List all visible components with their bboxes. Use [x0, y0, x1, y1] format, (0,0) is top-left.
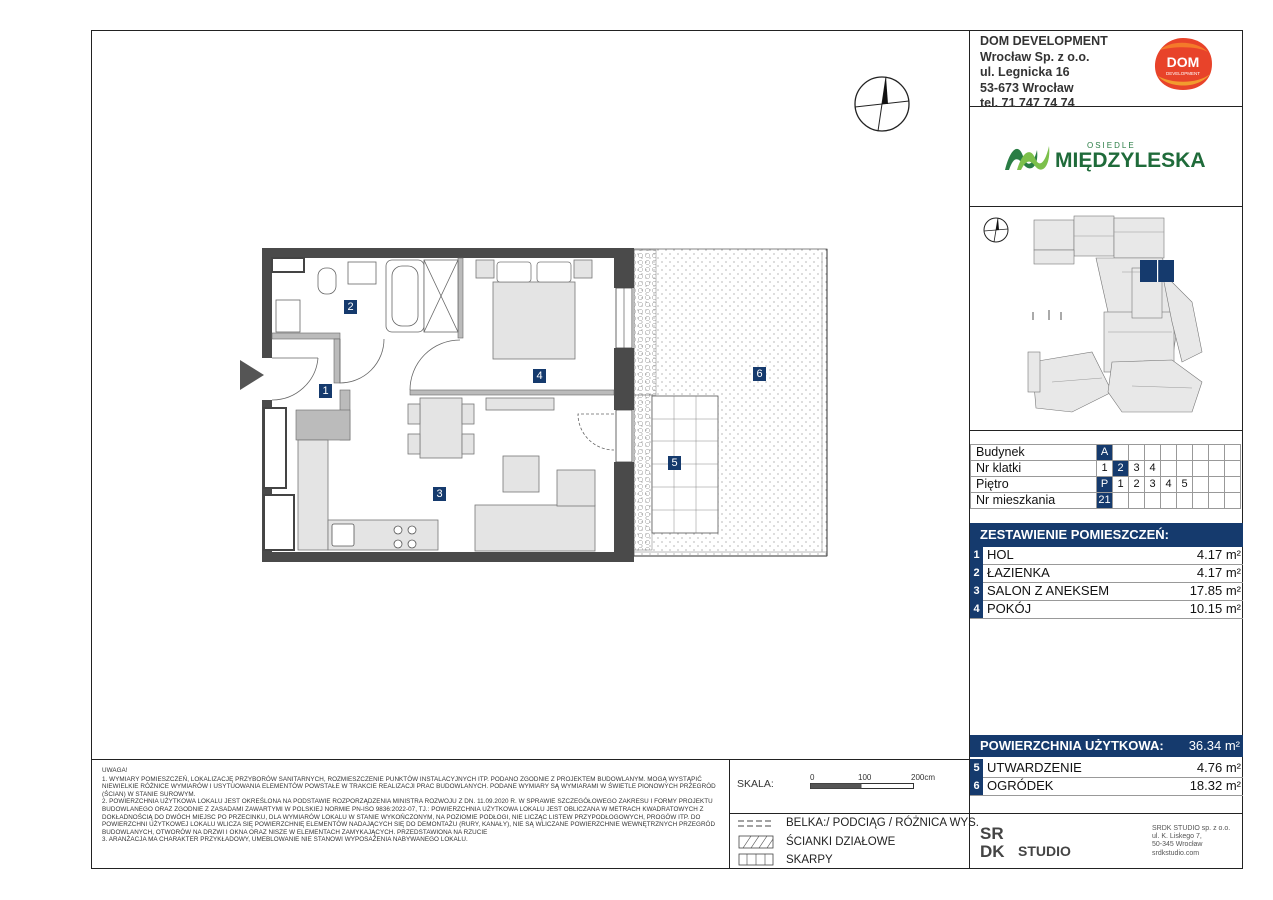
info-cell [1193, 493, 1209, 509]
room-number: 2 [970, 564, 983, 582]
info-cell: 4 [1145, 461, 1161, 477]
info-row-label: Piętro [971, 477, 1097, 493]
info-cell: 3 [1129, 461, 1145, 477]
info-row [971, 461, 1241, 477]
room-area: 10.15 m² [1189, 601, 1241, 616]
notes-title: UWAGA! [102, 767, 128, 774]
legend-beam: BELKA:/ PODCIĄG / RÓŻNICA WYS. [786, 817, 979, 829]
plan-label-4: 4 [533, 369, 546, 383]
osiedle-miedzyleska-logo [1003, 136, 1213, 176]
logo-text-main: DOM [1166, 54, 1200, 70]
info-cell [1129, 445, 1145, 461]
company-line: 53-673 Wrocław [980, 80, 1074, 95]
info-row-label: Nr mieszkania [971, 493, 1097, 509]
info-cell [1193, 445, 1209, 461]
legend-partition: ŚCIANKI DZIAŁOWE [786, 836, 896, 848]
info-cell [1113, 445, 1129, 461]
estate-logo-small: OSIEDLE [1087, 141, 1136, 150]
room-name: ŁAZIENKA [987, 565, 1050, 580]
info-cell [1113, 493, 1129, 509]
room-row [970, 600, 1243, 619]
info-cell [1225, 477, 1241, 493]
svg-text:DK: DK [980, 842, 1005, 860]
info-cell [1161, 445, 1177, 461]
company-line: DOM DEVELOPMENT [980, 34, 1108, 48]
entrance-arrow-icon [240, 360, 264, 390]
srdk-studio-logo [980, 824, 1071, 865]
info-row-label: Budynek [971, 445, 1097, 461]
svg-text:SR: SR [980, 824, 1004, 843]
info-cell [1225, 445, 1241, 461]
info-cell [1161, 461, 1177, 477]
usable-area-bar [970, 735, 1243, 757]
divider [91, 759, 969, 760]
info-row [971, 445, 1241, 461]
info-cell [1209, 461, 1225, 477]
info-cell [1177, 445, 1193, 461]
info-cell [1161, 493, 1177, 509]
info-cell [1193, 477, 1209, 493]
dom-development-logo [1152, 36, 1214, 92]
room-row [970, 564, 1243, 583]
info-cell: 21 [1097, 493, 1113, 509]
unit-info-table [970, 444, 1241, 509]
hatched-box-icon [739, 836, 773, 848]
floor-plan [236, 246, 836, 566]
compass-small-icon [982, 216, 1010, 244]
srdk-address [1152, 825, 1230, 858]
company-line: ul. Legnicka 16 [980, 65, 1070, 79]
divider [730, 813, 1243, 814]
room-row [970, 759, 1243, 778]
legend-icons [738, 818, 776, 866]
info-row-label: Nr klatki [971, 461, 1097, 477]
divider [729, 759, 730, 869]
room-number: 1 [970, 546, 983, 564]
info-cell [1209, 445, 1225, 461]
notes-block [102, 767, 720, 844]
room-number: 4 [970, 600, 983, 618]
note-item: 2. POWIERZCHNIA UŻYTKOWA LOKALU JEST OKREŚLONA NA PODSTAWIE ROZPORZĄDZENIA MINISTRA ROZWOJU Z DN. 11.09.2020 R. W SPRAWIE SZCZEGÓŁOWEGO ZAKRESU I FORMY PROJEKTU BUDOWLANEGO ORAZ ZGODNIE Z ZASADAMI ZAWARTYMI W POLSKIEJ NORMIE PN-ISO 9836:2022-07, TJ.: POWIERZCHNIA UŻYTKOWA LOKALU JEST OBLICZANA W METRACH KWADRATOWYCH Z DOKŁADNOŚCIĄ DO DWÓCH MIEJSC PO PRZECINKU, DLA WYMIARÓW LOKALU W STANIE WYKOŃCZONYM, NA POZIOMIE PODŁOGI, NIE LICZĄC LISTEW PRZYPODŁOGOWYCH, PROGÓW ITP. DO POWIERZCHNI UŻYTKOWEJ LOKALU WLICZA SIĘ POWIERZCHNIĘ ELEMENTÓW NADAJĄCYCH SIĘ DO DEMONTAŻU (RURY, KANAŁY), NIE SĄ WLICZANE POWIERZCHNIE WEWNĘTRZNYCH PRZEGRÓD BUDOWLANYCH, OTWORÓW NA DRZWI I OKNA ORAZ NISZE W ELEMENTACH ZAMYKAJĄCYCH. PRZEDSTAWIONA NA RZUCIE [102, 798, 716, 836]
compass-icon [852, 75, 912, 135]
info-cell: 1 [1113, 477, 1129, 493]
info-cell [1193, 461, 1209, 477]
info-cell: A [1097, 445, 1113, 461]
note-item: 3. ARANŻACJA MA CHARAKTER PRZYKŁADOWY, UMEBLOWANIE NIE STANOWI WYPOSAŻENIA NABYWANEGO LOKALU. [102, 836, 468, 844]
srdk-address-line: SRDK STUDIO sp. z o.o. [1152, 825, 1231, 832]
plan-label-1: 1 [319, 384, 332, 398]
info-cell [1145, 493, 1161, 509]
usable-area-value: 36.34 m² [1188, 738, 1240, 753]
slope-box-icon [739, 854, 773, 865]
room-row [970, 777, 1243, 796]
dashed-line-icon [738, 821, 774, 826]
room-number: 6 [970, 777, 983, 795]
legend-slope: SKARPY [786, 854, 833, 866]
info-cell [1177, 461, 1193, 477]
divider [969, 430, 1243, 431]
room-name: OGRÓDEK [987, 778, 1054, 793]
room-area: 4.17 m² [1196, 547, 1241, 562]
srdk-mark-icon [980, 824, 1020, 860]
site-plan-keymap [1012, 212, 1234, 416]
srdk-logo-text: STUDIO [1018, 843, 1071, 859]
info-cell: 1 [1097, 461, 1113, 477]
plan-label-2: 2 [344, 300, 357, 314]
info-cell [1225, 461, 1241, 477]
company-line: tel. 71 747 74 74 [980, 96, 1075, 110]
scale-label: SKALA: [737, 778, 774, 790]
terrace-area [652, 396, 718, 533]
info-cell [1177, 493, 1193, 509]
scale-bar-icon [810, 783, 914, 789]
srdk-address-line: 50-345 Wrocław [1152, 841, 1203, 849]
info-row [971, 493, 1241, 509]
room-area: 4.76 m² [1196, 760, 1241, 775]
scale-tick-200: 200cm [911, 773, 936, 782]
room-name: HOL [987, 547, 1014, 562]
info-cell: 2 [1129, 477, 1145, 493]
rooms-header: ZESTAWIENIE POMIESZCZEŃ: [970, 523, 1243, 547]
info-cell [1145, 445, 1161, 461]
scale-tick-0: 0 [810, 773, 815, 782]
divider [969, 206, 1243, 207]
info-cell [1225, 493, 1241, 509]
plan-label-5: 5 [668, 456, 681, 470]
room-number: 3 [970, 582, 983, 600]
room-name: POKÓJ [987, 601, 1032, 616]
company-info [980, 34, 1108, 112]
room-number: 5 [970, 759, 983, 777]
scale-tick-100: 100 [858, 773, 872, 782]
note-item: 1. WYMIARY POMIESZCZEŃ, LOKALIZACJĘ PRZYBORÓW SANITARNYCH, ROZMIESZCZENIE PUNKTÓW INSTALACYJNYCH ITP. PODANO ZGODNIE Z PROJEKTEM BUDOWLANYM. MOGĄ WYSTĄPIĆ NIEWIELKIE RÓŻNICE WYMIARÓW I USYTUOWANIA ELEMENTÓW POWSTAŁE W TRAKCIE REALIZACJI PRAC BUDOWLANYCH. PODANE WYMIARY SĄ WYMIARAMI W ŚWIETLE PIONOWYCH PRZEGRÓD (ŚCIAN) W STANIE SUROWYM. [102, 775, 716, 798]
room-name: UTWARDZENIE [987, 760, 1082, 775]
estate-logo-big: MIĘDZYLESKA [1055, 149, 1206, 172]
room-name: SALON Z ANEKSEM [987, 583, 1110, 598]
info-cell [1129, 493, 1145, 509]
info-cell: P [1097, 477, 1113, 493]
srdk-address-line: ul. K. Liskego 7, [1152, 833, 1202, 841]
info-cell [1209, 493, 1225, 509]
info-cell [1209, 477, 1225, 493]
room-area: 4.17 m² [1196, 565, 1241, 580]
plan-label-6: 6 [753, 367, 766, 381]
company-line: Wrocław Sp. z o.o. [980, 49, 1090, 64]
logo-text-sub: DEVELOPMENT [1165, 71, 1201, 76]
srdk-address-line: srdkstudio.com [1152, 849, 1200, 857]
room-area: 17.85 m² [1189, 583, 1241, 598]
info-row [971, 477, 1241, 493]
plan-label-3: 3 [433, 487, 446, 501]
info-cell: 3 [1145, 477, 1161, 493]
room-row [970, 546, 1243, 565]
room-row [970, 582, 1243, 601]
info-cell: 2 [1113, 461, 1129, 477]
info-cell: 5 [1177, 477, 1193, 493]
usable-area-label: POWIERZCHNIA UŻYTKOWA: [980, 738, 1164, 753]
room-area: 18.32 m² [1189, 778, 1241, 793]
info-cell: 4 [1161, 477, 1177, 493]
